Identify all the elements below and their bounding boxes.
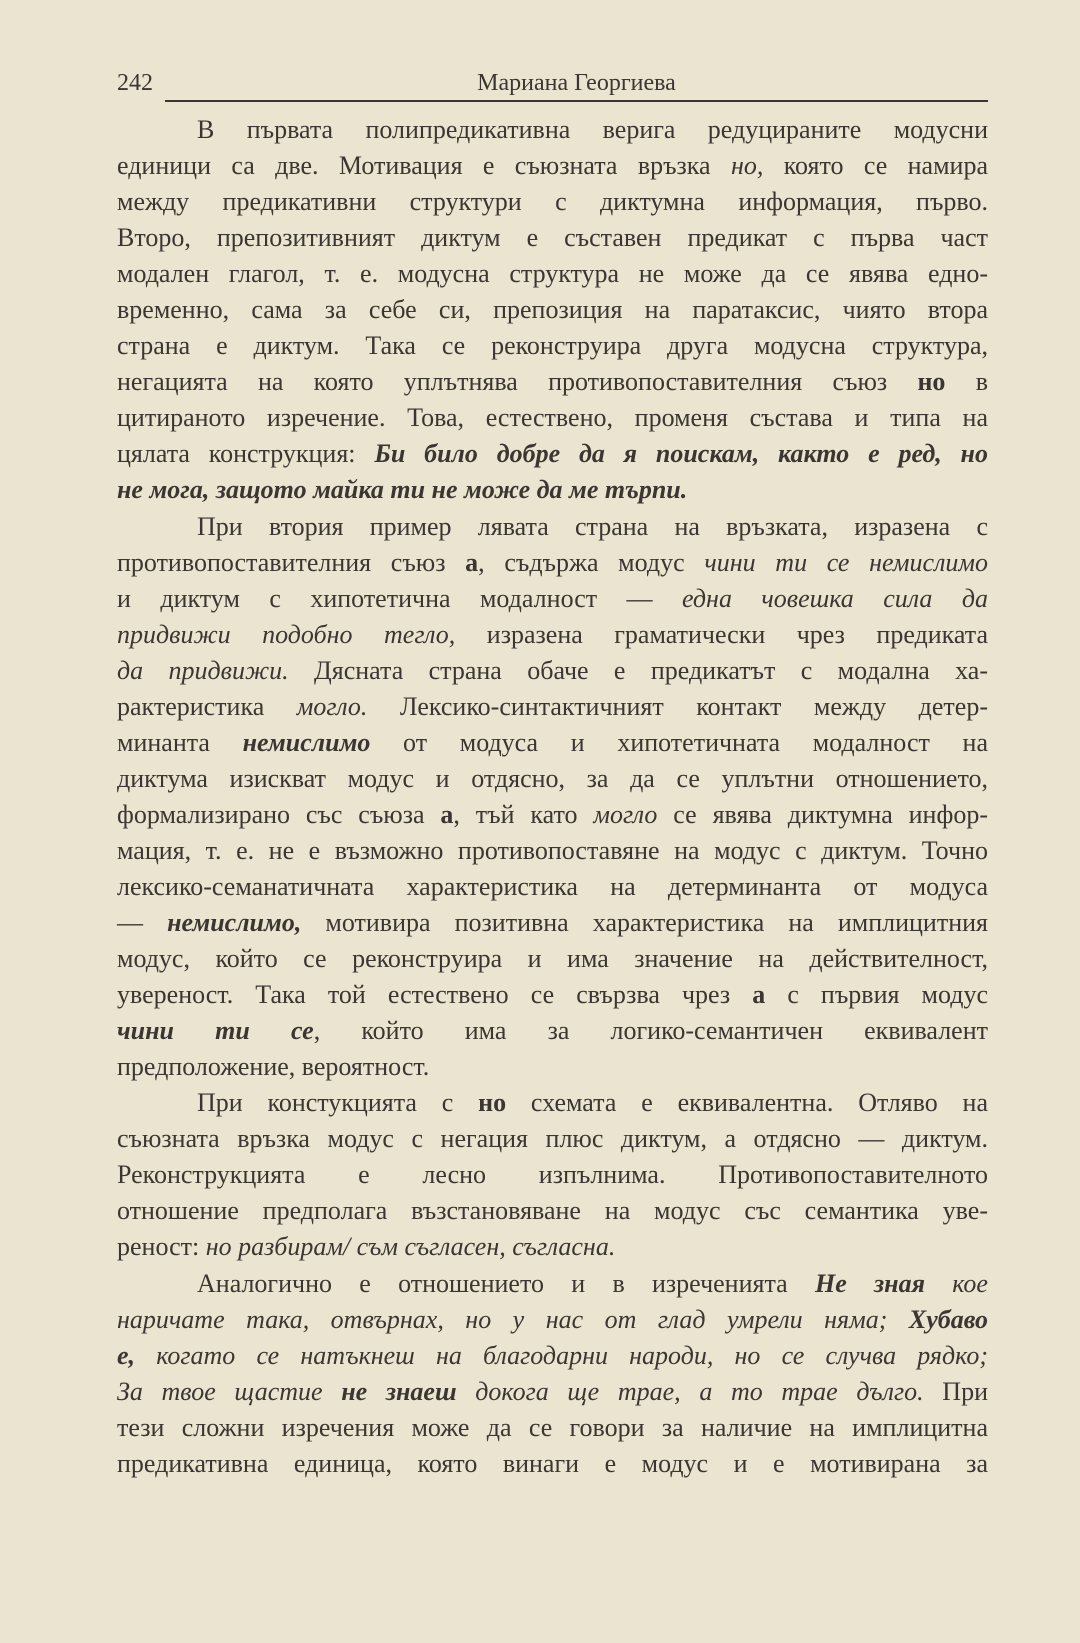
text-line (117, 833, 988, 869)
text-run: противопоставителния съюз (117, 547, 466, 577)
text-line (117, 1302, 988, 1338)
text-run: Реконструкцията е лесно изпълнима. Противопоставителното (117, 1160, 988, 1190)
italic-text: докога ще трае, а то трае дълго. (456, 1376, 924, 1406)
text-line (117, 509, 988, 545)
paragraph (117, 1085, 988, 1265)
italic-text: една човешка сила да (682, 583, 988, 613)
text-run: При констукцията с (197, 1088, 479, 1118)
text-run: единици са две. Мотивация е съюзната връзка (117, 151, 731, 181)
text-run: мация, т. е. не е възможно противопоставяне на модус с диктум. Точно (117, 835, 988, 865)
text-run: , който има за логико-семантичен еквивалент (313, 1016, 988, 1046)
text-line (117, 1266, 988, 1302)
text-run: временно, сама за себе си, препозиция на паратаксис, чиято втора (117, 295, 988, 325)
italic-text: кое (924, 1268, 988, 1298)
bold-italic-text: Хубаво (908, 1304, 988, 1334)
text-line (117, 725, 988, 761)
paragraph (117, 112, 988, 509)
text-run: между предикативни структури с диктумна информация, първо. (117, 187, 988, 217)
text-run: В първата полипредикативна верига редуцираните модусни (197, 115, 988, 144)
text-line (117, 689, 988, 725)
italic-text: но, (730, 151, 764, 181)
text-run: и диктум с хипотетична модалност — (117, 583, 682, 613)
text-run: предположение, вероятност. (117, 1052, 430, 1082)
italic-text: могло. (296, 691, 368, 721)
text-line (117, 653, 988, 689)
text-run: изразена граматически чрез предиката (455, 619, 988, 649)
text-run: модус, който се реконструира и има значение на действителност, (117, 944, 988, 974)
text-line (117, 941, 988, 977)
italic-text: придвижи подобно тегло, (117, 619, 456, 649)
text-line (117, 1049, 988, 1085)
bold-text: но (917, 367, 946, 397)
paragraph (117, 1266, 988, 1482)
text-line (117, 869, 988, 905)
text-run: цитираното изречение. Това, естествено, променя състава и типа на (117, 403, 988, 433)
text-line (117, 1121, 988, 1157)
text-run: от модуса и хипотетичната модалност на (370, 727, 988, 757)
text-run: Дясната страна обаче е предикатът с модална ха- (288, 655, 989, 685)
text-line (117, 545, 988, 581)
text-line (117, 472, 988, 508)
text-run: която се намира (763, 151, 988, 181)
text-line (117, 977, 988, 1013)
text-run: , тъй като (453, 799, 594, 829)
text-run: отношение предполага възстановяване на модус със семантика уве- (117, 1196, 988, 1226)
text-run: формализирано със съюза (117, 799, 441, 829)
text-run: минанта (117, 727, 243, 757)
text-line (117, 581, 988, 617)
bold-italic-text: не знаеш (341, 1376, 457, 1406)
italic-text: когато се натъкнеш на благодарни народи, но се случва рядко; (135, 1340, 988, 1370)
bold-text: но (478, 1088, 507, 1118)
text-line (117, 617, 988, 653)
bold-italic-text: Не зная (814, 1268, 925, 1298)
body-text (117, 112, 988, 1482)
bold-italic-text: е, (117, 1340, 136, 1370)
text-line (117, 436, 988, 472)
text-line (117, 1229, 988, 1265)
bold-italic-text: немислимо, (167, 908, 302, 938)
text-line (117, 1410, 988, 1446)
header-rule (165, 100, 988, 102)
paragraph (117, 509, 988, 1086)
text-run: , съдържа модус (478, 547, 705, 577)
text-run: Аналогично е отношението и в изреченията (197, 1268, 815, 1298)
text-run: мотивира позитивна характеристика на имплицитния (301, 908, 988, 938)
text-run: страна е диктум. Така се реконструира друга модусна структура, (117, 331, 988, 361)
text-line (117, 220, 988, 256)
text-run: модален глагол, т. е. модусна структура не може да се явява едно- (117, 259, 988, 289)
bold-italic-text: не мога, защото майка ти не може да ме търпи. (117, 475, 688, 505)
text-line (117, 1085, 988, 1121)
text-run: При (923, 1376, 988, 1406)
italic-text: чини ти се немислимо (704, 547, 988, 577)
text-line (117, 1338, 988, 1374)
text-run: Второ, препозитивният диктум е съставен предикат с първа част (117, 223, 988, 253)
text-run: лексико-семанатичната характеристика на детерминанта от модуса (117, 871, 988, 901)
text-run: съюзната връзка модус с негация плюс диктум, а отдясно — диктум. (117, 1124, 988, 1154)
text-line (117, 328, 988, 364)
bold-text: а (752, 980, 766, 1010)
bold-italic-text: чини ти се (117, 1016, 314, 1046)
text-run: с първия модус (765, 980, 988, 1010)
text-run: реност: (117, 1232, 206, 1262)
text-line (117, 1193, 988, 1229)
text-run: в (945, 367, 988, 397)
italic-text: За твое щастие (117, 1376, 342, 1406)
text-run: предикативна единица, която винаги е модус и е мотивирана за (117, 1448, 988, 1478)
text-line (117, 148, 988, 184)
text-run: цялата конструкция: (117, 439, 375, 469)
text-run: Лексико-синтактичният контакт между детер- (367, 691, 988, 721)
text-line (117, 1157, 988, 1193)
italic-text: могло (593, 799, 658, 829)
text-run: схемата е еквивалентна. Отляво на (506, 1088, 988, 1118)
italic-text: да придвижи. (117, 655, 289, 685)
text-line (117, 400, 988, 436)
text-run: се явява диктумна инфор- (657, 799, 988, 829)
text-line (117, 761, 988, 797)
italic-text: наричате така, отвърнах, но у нас от глад умрели няма; (117, 1304, 909, 1334)
text-line (117, 256, 988, 292)
running-title: Мариана Георгиева (477, 70, 676, 96)
text-line (117, 184, 988, 220)
text-run: тези сложни изречения може да се говори за наличие на имплицитна (117, 1412, 988, 1442)
text-line (117, 292, 988, 328)
text-run: диктума изискват модус и отдясно, за да се уплътни отношението, (117, 763, 988, 793)
text-run: При втория пример лявата страна на връзката, изразена с (197, 511, 988, 541)
text-run: увереност. Така той естествено се свързва чрез (117, 980, 753, 1010)
bold-text: а (440, 799, 454, 829)
text-line (117, 1013, 988, 1049)
bold-italic-text: немислимо (242, 727, 371, 757)
text-line (117, 364, 988, 400)
text-line (117, 905, 988, 941)
text-line (117, 797, 988, 833)
text-line (117, 1446, 988, 1482)
text-line (117, 1374, 988, 1410)
text-run: — (117, 908, 168, 938)
text-run: рактеристика (117, 691, 297, 721)
text-run: негацията на която уплътнява противопоставителния съюз (117, 367, 918, 397)
bold-text: а (465, 547, 479, 577)
text-line (117, 112, 988, 148)
bold-italic-text: Би било добре да я поискам, както е ред, но (374, 439, 988, 469)
italic-text: но разбирам/ съм съгласен, съгласна. (205, 1232, 616, 1262)
page-number: 242 (117, 70, 153, 96)
